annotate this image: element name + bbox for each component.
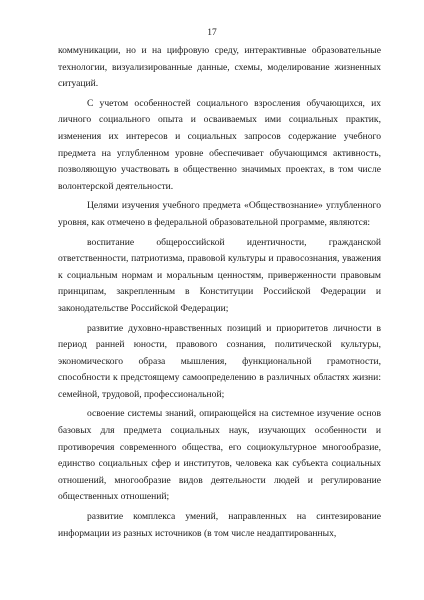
- paragraph-goal-knowledge: освоение системы знаний, опирающейся на системное изучение основ базовых для предмета социальных наук, изучающих особенности и противоречия современного общества, его социокультурное многообразие, единство социальных сфер и институтов, человека как субъекта социальных отношений, многообразие видов деятельности людей и регулирование общественных отношений;: [58, 408, 381, 503]
- paragraph-continuation: коммуникации, но и на цифровую среду, интерактивные образовательные технологии, визуализированные данные, схемы, моделирование жизненных ситуаций.: [58, 45, 381, 90]
- paragraph-goal-skills: развитие комплекса умений, направленных на синтезирование информации из разных источников (в том числе неадаптированных,: [58, 511, 381, 539]
- paragraph-goal-development: развитие духовно-нравственных позиций и приоритетов личности в период ранней юности, правового сознания, политической культуры, экономического образа мышления, функциональной грамотности, способности к предстоящему самоопределению в различных областях жизни: семейной, трудовой, профессиональной;: [58, 322, 381, 400]
- page-number: 17: [207, 28, 217, 38]
- paragraph-goals-intro: Целями изучения учебного предмета «Обществознание» углубленного уровня, как отмечено в федеральной образовательной программе, являются:: [58, 200, 381, 228]
- paragraph-social-maturation: С учетом особенностей социального взросления обучающихся, их личного социального опыта и осваиваемых ими социальных практик, изменения их интересов и социальных запросов содержание учебного предмета на углубленном уровне обеспечивает обучающимся активность, позволяющую участвовать в общественно значимых проектах, в том числе волонтерской деятельности.: [58, 97, 381, 192]
- paragraph-goal-upbringing: воспитание общероссийской идентичности, гражданской ответственности, патриотизма, правовой культуры и правосознания, уважения к социальным нормам и моральным ценностям, приверженности правовым принципам, закрепленным в Конституции Российской Федерации и законодательстве Российской Федерации;: [58, 236, 381, 314]
- body-text: [58, 43, 381, 545]
